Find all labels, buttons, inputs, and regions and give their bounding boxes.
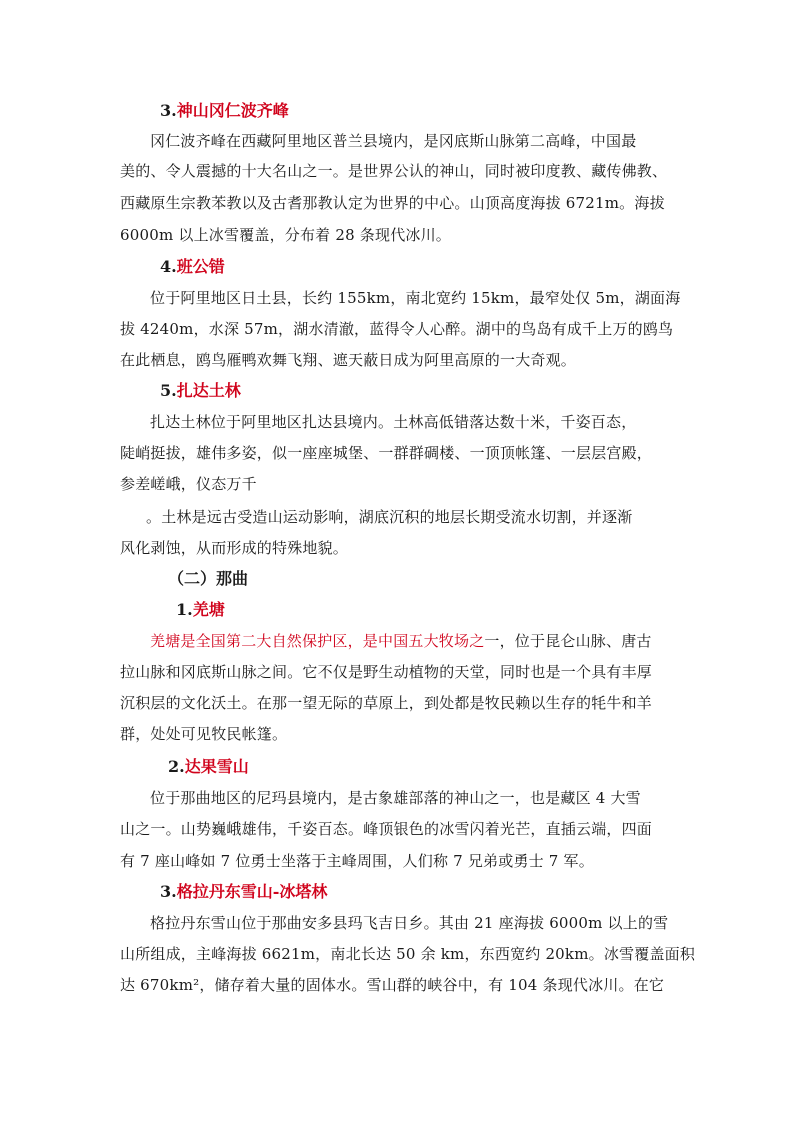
paragraph-line: 位于阿里地区日土县，长约 155km，南北宽约 15km，最窄处仅 5m，湖面海 [150,289,681,307]
section-title: 达果雪山 [184,757,249,776]
section-title: 格拉丹东雪山-冰塔林 [176,882,328,901]
paragraph-line: 美的、令人震撼的十大名山之一。是世界公认的神山，同时被印度教、藏传佛教、 [120,162,668,180]
paragraph-line: 有 7 座山峰如 7 位勇士坐落于主峰周围，人们称 7 兄弟或勇士 7 军。 [120,852,594,870]
paragraph-line: 位于那曲地区的尼玛县境内，是古象雄部落的神山之一，也是藏区 4 大雪 [150,789,641,807]
section-heading-daguo-snow-mountain [168,757,249,777]
section-heading-kangrinboqe [160,101,289,121]
paragraph-line: 山之一。山势巍峨雄伟，千姿百态。峰顶银色的冰雪闪着光芒，直插云端，四面 [120,820,653,838]
paragraph-text: 一，位于昆仑山脉、唐古 [484,632,652,650]
paragraph-line: 陡峭挺拔，雄伟多姿，似一座座城堡、一群群碉楼、一顶顶帐篷、一层层宫殿， [120,444,653,462]
paragraph-line: 参差嵯峨，仪态万千 [120,475,257,493]
paragraph-line [150,631,652,651]
paragraph-line: 山所组成，主峰海拔 6621m，南北长达 50 余 km，东西宽约 20km。冰雪覆盖面积 [120,945,696,963]
paragraph-line: 拔 4240m，水深 57m，湖水清澈，蓝得令人心醉。湖中的鸟岛有成千上万的鸥鸟 [120,320,674,338]
section-heading-zanda-earth-forest [160,381,241,401]
paragraph-line: 群，处处可见牧民帐篷。 [120,725,288,743]
section-number: 3. [160,882,177,901]
region-heading-nagqu: （二）那曲 [168,569,249,588]
paragraph-line: 扎达土林位于阿里地区扎达县境内。土林高低错落达数十米，千姿百态， [150,413,637,431]
section-number: 4. [160,257,177,276]
section-heading-bangong-co [160,257,225,277]
section-title: 班公错 [176,257,225,276]
section-heading-changtang [176,600,225,620]
paragraph-line: 格拉丹东雪山位于那曲安多县玛飞吉日乡。其由 21 座海拔 6000m 以上的雪 [150,914,669,932]
section-number: 2. [168,757,185,776]
section-title: 扎达土林 [176,381,241,400]
paragraph-line: 。土林是远古受造山运动影响，湖底沉积的地层长期受流水切割，并逐渐 [146,508,633,526]
section-number: 1. [176,600,193,619]
paragraph-line: 冈仁波齐峰在西藏阿里地区普兰县境内，是冈底斯山脉第二高峰，中国最 [150,132,637,150]
paragraph-line: 6000m 以上冰雪覆盖，分布着 28 条现代冰川。 [120,226,451,244]
section-title: 神山冈仁波齐峰 [176,101,289,120]
paragraph-line: 风化剥蚀，从而形成的特殊地貌。 [120,539,349,557]
paragraph-line: 沉积层的文化沃土。在那一望无际的草原上，到处都是牧民赖以生存的牦牛和羊 [120,694,653,712]
section-number: 5. [160,381,177,400]
section-heading-geladandong [160,882,327,902]
paragraph-line: 达 670km²，储存着大量的固体水。雪山群的峡谷中，有 104 条现代冰川。在它 [120,976,665,994]
section-number: 3. [160,101,177,120]
highlighted-text: 羌塘是全国第二大自然保护区，是中国五大牧场之 [150,632,485,650]
paragraph-line: 西藏原生宗教苯教以及古耆那教认定为世界的中心。山顶高度海拔 6721m。海拔 [120,194,665,212]
section-title: 羌塘 [192,600,225,619]
paragraph-line: 在此栖息，鸥鸟雁鸭欢舞飞翔、遮天蔽日成为阿里高原的一大奇观。 [120,351,577,369]
paragraph-line: 拉山脉和冈底斯山脉之间。它不仅是野生动植物的天堂，同时也是一个具有丰厚 [120,663,653,681]
